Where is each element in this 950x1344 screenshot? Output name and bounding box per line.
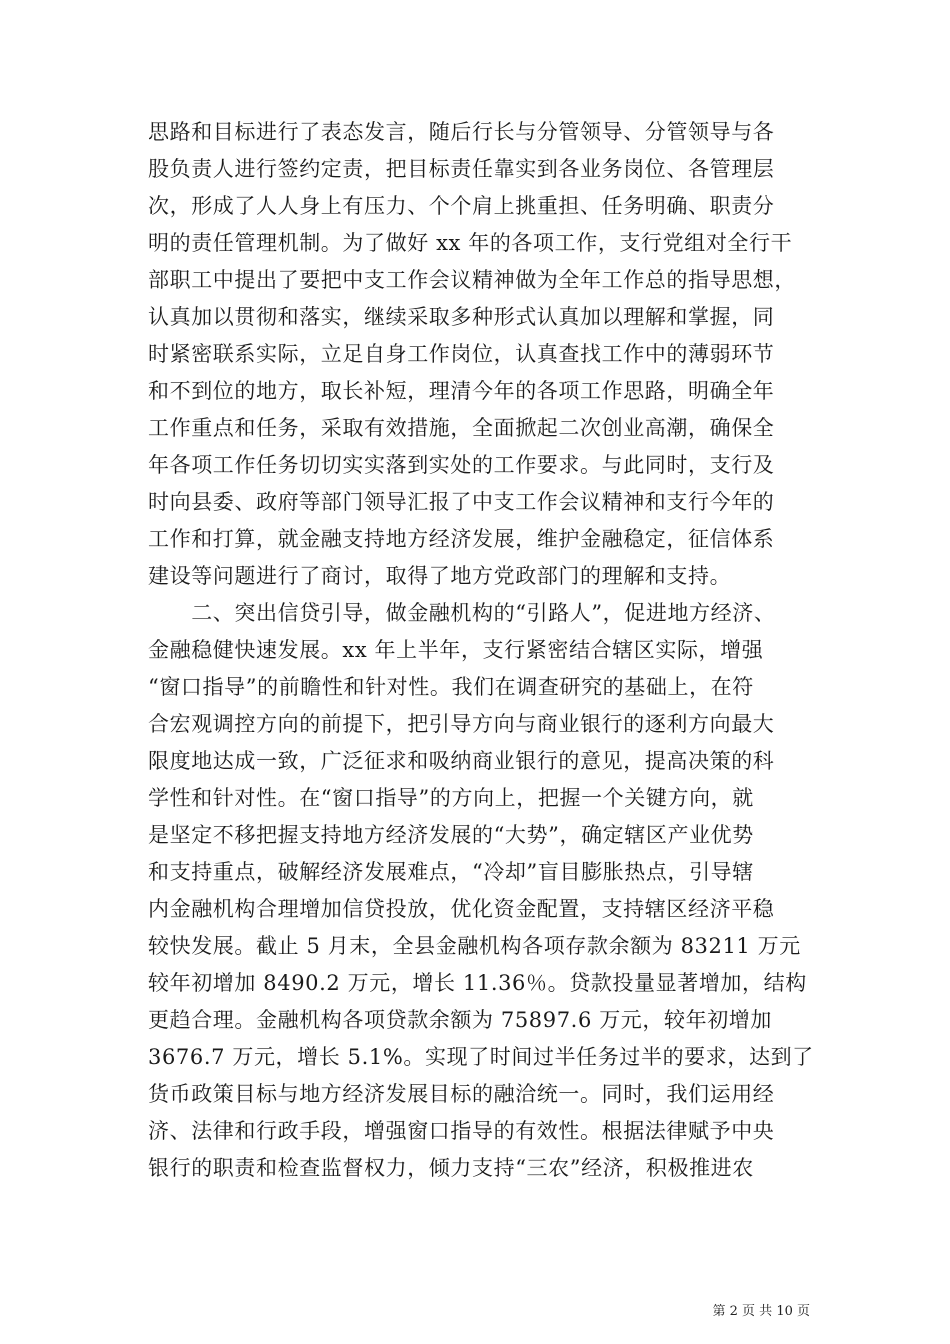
text-line: 明的责任管理机制。为了做好 xx 年的各项工作，支行党组对全行干: [148, 231, 793, 255]
text-line: 思路和目标进行了表态发言，随后行长与分管领导、分管领导与各: [148, 120, 775, 144]
text-line: 部职工中提出了要把中支工作会议精神做为全年工作总的指导思想，: [148, 268, 796, 292]
body-text: [148, 114, 814, 1187]
text-line: 内金融机构合理增加信贷投放，优化资金配置，支持辖区经济平稳: [148, 897, 775, 921]
text-line: 合宏观调控方向的前提下，把引导方向与商业银行的逐利方向最大: [148, 712, 775, 736]
text-line: 次，形成了人人身上有压力、个个肩上挑重担、任务明确、职责分: [148, 194, 775, 218]
text-line: 金融稳健快速发展。xx 年上半年，支行紧密结合辖区实际，增强: [148, 638, 764, 662]
text-line: 建设等问题进行了商讨，取得了地方党政部门的理解和支持。: [148, 564, 732, 588]
text-line: 银行的职责和检查监督权力，倾力支持“三农”经济，积极推进农: [148, 1156, 754, 1180]
text-line: 工作重点和任务，采取有效措施，全面掀起二次创业高潮，确保全: [148, 416, 775, 440]
text-line: 认真加以贯彻和落实，继续采取多种形式认真加以理解和掌握，同: [148, 305, 775, 329]
text-line: 货币政策目标与地方经济发展目标的融洽统一。同时，我们运用经: [148, 1082, 775, 1106]
text-line: 和支持重点，破解经济发展难点，“冷却”盲目膨胀热点，引导辖: [148, 860, 754, 884]
text-line: 时向县委、政府等部门领导汇报了中支工作会议精神和支行今年的: [148, 490, 775, 514]
text-line: 更趋合理。金融机构各项贷款余额为 75897.6 万元，较年初增加: [148, 1008, 772, 1032]
text-line: 3676.7 万元，增长 5.1%。实现了时间过半任务过半的要求，达到了: [148, 1045, 814, 1069]
text-line: 限度地达成一致，广泛征求和吸纳商业银行的意见，提高决策的科: [148, 749, 775, 773]
text-line: 是坚定不移把握支持地方经济发展的“大势”，确定辖区产业优势: [148, 823, 754, 847]
text-line: 股负责人进行签约定责，把目标责任靠实到各业务岗位、各管理层: [148, 157, 775, 181]
text-line: 和不到位的地方，取长补短，理清今年的各项工作思路，明确全年: [148, 379, 775, 403]
text-line: 较快发展。截止 5 月末，全县金融机构各项存款余额为 83211 万元: [148, 934, 801, 958]
text-line: 年各项工作任务切切实实落到实处的工作要求。与此同时，支行及: [148, 453, 775, 477]
text-line: 济、法律和行政手段，增强窗口指导的有效性。根据法律赋予中央: [148, 1119, 775, 1143]
text-line: “窗口指导”的前瞻性和针对性。我们在调查研究的基础上，在符: [148, 675, 754, 699]
text-line: 时紧密联系实际，立足自身工作岗位，认真查找工作中的薄弱环节: [148, 342, 775, 366]
text-line: 学性和针对性。在“窗口指导”的方向上，把握一个关键方向，就: [148, 786, 754, 810]
text-line: 较年初增加 8490.2 万元，增长 11.36％。贷款投量显著增加，结构: [148, 971, 807, 995]
page-number-footer: 第 2 页 共 10 页: [712, 1304, 810, 1319]
text-line: 工作和打算，就金融支持地方经济发展，维护金融稳定，征信体系: [148, 527, 775, 551]
section-heading-line: 二、突出信贷引导，做金融机构的“引路人”，促进地方经济、: [148, 601, 776, 625]
